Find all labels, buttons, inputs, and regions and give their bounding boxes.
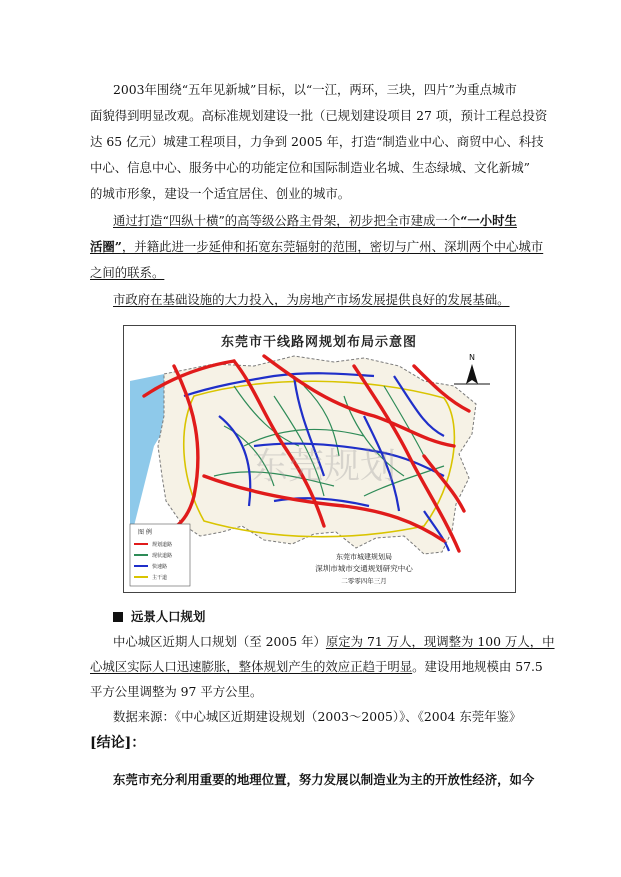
para1-line3: 达 65 亿元）城建工程项目，力争到 2005 年，打造“制造业中心、商贸中心、科技 <box>90 134 544 149</box>
population-line2-a: 心城区实际人口迅速膨胀，整体规划产生的效应正趋于明显 <box>90 659 413 674</box>
population-section-heading <box>113 609 205 625</box>
population-heading-text: 远景人口规划 <box>131 609 206 624</box>
para1-line5: 的城市形象，建设一个适宜居住、创业的城市。 <box>90 186 351 201</box>
para3-line: 市政府在基础设施的大力投入，为房地产市场发展提供良好的发展基础。 <box>113 292 510 307</box>
watermark-text: 东莞规划 <box>251 446 397 487</box>
para1-line1: 2003年围绕“五年见新城”目标，以“一江，两环，三块，四片”为重点城市 <box>113 82 517 97</box>
conclusion-line: 东莞市充分利用重要的地理位置，努力发展以制造业为主的开放性经济，如今 <box>113 772 535 787</box>
legend-item-0: 规划道路 <box>152 542 173 548</box>
population-line1-b: 原定为 71 万人，现调整为 100 万人，中 <box>325 634 555 649</box>
para2-line1 <box>113 213 517 229</box>
para2-line1-text: 通过打造“四纵十横”的高等级公路主骨架，初步把全市建成一个 <box>113 213 461 228</box>
map-credit-1: 东莞市城建规划局 <box>336 553 392 561</box>
north-label: N <box>469 353 475 362</box>
legend-title: 图 例 <box>138 529 152 536</box>
population-line3: 平方公里调整为 97 平方公里。 <box>90 684 263 699</box>
legend-item-2: 快速路 <box>152 564 168 570</box>
population-line1-a: 中心城区近期人口规划（至 2005 年） <box>113 634 326 649</box>
para1-line4: 中心、信息中心、服务中心的功能定位和国际制造业名城、生态绿城、文化新城” <box>90 160 531 175</box>
legend-item-1: 现状道路 <box>152 553 173 559</box>
para1-line2: 面貌得到明显改观。高标准规划建设一批（已规划建设项目 27 项，预计工程总投资 <box>90 108 548 123</box>
legend-item-3: 主干道 <box>152 575 168 581</box>
para2-line2 <box>90 239 543 255</box>
population-line2 <box>90 659 543 675</box>
one-hour-circle-phrase-end: 活圈” <box>90 239 122 254</box>
para2-line3: 之间的联系。 <box>90 265 165 280</box>
population-line2-b: 。建设用地规模由 57.5 <box>412 659 543 674</box>
population-line1 <box>113 634 555 650</box>
north-arrow-icon <box>454 353 490 384</box>
map-legend <box>130 524 190 586</box>
data-source: 数据来源：《中心城区近期建设规划（2003～2005）》、《2004 东莞年鉴》 <box>113 709 522 724</box>
conclusion-heading: [结论]： <box>90 735 146 751</box>
road-network-map <box>123 325 516 593</box>
one-hour-circle-phrase: “一小时生 <box>460 213 517 228</box>
map-credit-3: 二零零四年三月 <box>341 577 387 585</box>
square-bullet-icon <box>113 612 123 622</box>
map-credit-2: 深圳市城市交通规划研究中心 <box>315 564 413 573</box>
map-title: 东莞市干线路网规划布局示意图 <box>220 335 418 350</box>
para2-line2-text: ，并籍此进一步延伸和拓宽东莞辐射的范围，密切与广州、深圳两个中心城市 <box>121 239 544 254</box>
